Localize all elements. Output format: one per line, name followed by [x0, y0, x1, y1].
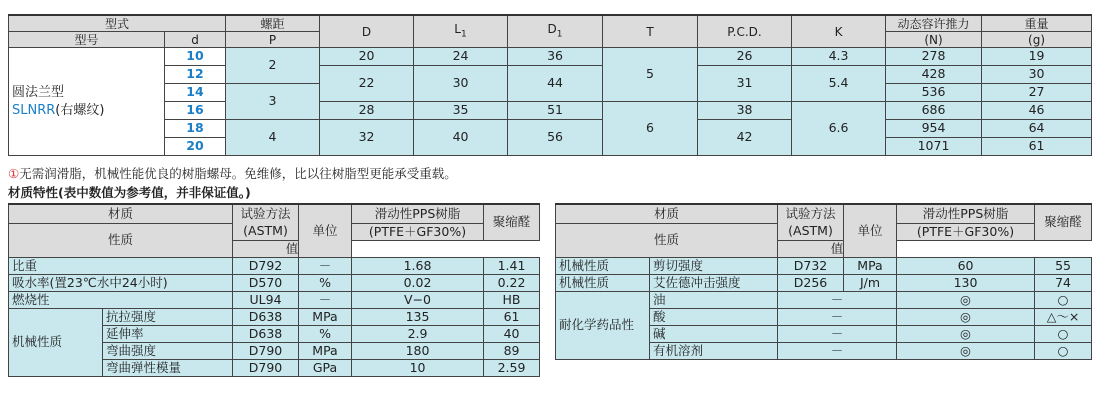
test-method: UL94	[233, 292, 299, 309]
pps-value: V−0	[352, 292, 484, 309]
prop-label: 延伸率	[103, 326, 233, 343]
pps-value: 0.02	[352, 275, 484, 292]
mech-category: 机械性质	[556, 258, 650, 275]
pps-value: ◎	[897, 326, 1035, 343]
d-value: 16	[165, 102, 226, 120]
header-pps-sub: (PTFE＋GF30%)	[897, 224, 1035, 241]
unit: J/m	[844, 275, 897, 292]
weight-value: 64	[982, 120, 1092, 138]
test-method: D638	[233, 309, 299, 326]
pitch-value: 2	[226, 48, 320, 84]
D1-value: 44	[508, 66, 603, 102]
unit: MPa	[299, 309, 352, 326]
header-model-type: 型式	[9, 15, 226, 32]
pom-value: 55	[1035, 258, 1092, 275]
prop-label: 弯曲强度	[103, 343, 233, 360]
pps-value: 130	[897, 275, 1035, 292]
L1-value: 35	[414, 102, 508, 120]
mech-category: 机械性质	[556, 275, 650, 292]
test-method: D792	[233, 258, 299, 275]
prop-label: 抗拉强度	[103, 309, 233, 326]
pom-value: HB	[484, 292, 540, 309]
T-value: 5	[603, 48, 698, 102]
header-weight-unit: (g)	[982, 32, 1092, 48]
header-pitch-sym: P	[226, 32, 320, 48]
weight-value: 46	[982, 102, 1092, 120]
chem-prop-label: 酸	[650, 309, 778, 326]
header-pps: 滑动性PPS树脂	[897, 204, 1035, 224]
unit: －	[299, 258, 352, 275]
unit: %	[299, 275, 352, 292]
chem-dash: －	[778, 343, 897, 360]
D-value: 28	[320, 102, 414, 120]
prop-label: 燃烧性	[9, 292, 233, 309]
weight-value: 61	[982, 138, 1092, 156]
prop-label: 吸水率(置23℃水中24小时)	[9, 275, 233, 292]
mech-category: 机械性质	[9, 309, 103, 377]
pom-value: 74	[1035, 275, 1092, 292]
pps-value: 60	[897, 258, 1035, 275]
pom-value: ○	[1035, 326, 1092, 343]
header-unit: 单位	[844, 204, 897, 258]
test-method: D732	[778, 258, 844, 275]
thrust-value: 536	[886, 84, 982, 102]
model-thread-text: (右螺纹)	[55, 102, 105, 118]
test-method: D256	[778, 275, 844, 292]
header-D: D	[320, 15, 414, 48]
D-value: 32	[320, 120, 414, 156]
K-value: 6.6	[792, 102, 886, 156]
chem-category: 耐化学药品性	[556, 292, 650, 360]
pom-value: 40	[484, 326, 540, 343]
note-mark: ①	[8, 166, 20, 181]
d-value: 18	[165, 120, 226, 138]
header-pom: 聚缩醛	[484, 204, 540, 241]
D1-value: 36	[508, 48, 603, 66]
material-table-left	[8, 203, 540, 377]
test-method: D570	[233, 275, 299, 292]
pps-value: 1.68	[352, 258, 484, 275]
header-pitch: 螺距	[226, 15, 320, 32]
thrust-value: 1071	[886, 138, 982, 156]
unit: MPa	[299, 343, 352, 360]
d-value: 20	[165, 138, 226, 156]
pps-value: 10	[352, 360, 484, 377]
header-property: 性质	[556, 224, 778, 258]
pcd-value: 42	[698, 120, 792, 156]
chem-dash: －	[778, 309, 897, 326]
thrust-value: 278	[886, 48, 982, 66]
thrust-value: 686	[886, 102, 982, 120]
header-test-method: 试验方法 (ASTM)	[778, 204, 844, 241]
pps-value: 2.9	[352, 326, 484, 343]
model-code-line	[12, 102, 164, 120]
d-value: 12	[165, 66, 226, 84]
model-type-text: 圆法兰型	[12, 84, 65, 100]
model-code: SLNRR	[12, 102, 56, 118]
pcd-value: 26	[698, 48, 792, 66]
chem-dash: －	[778, 326, 897, 343]
header-pps: 滑动性PPS树脂	[352, 204, 484, 224]
header-material: 材质	[556, 204, 778, 224]
D-value: 20	[320, 48, 414, 66]
header-K: K	[792, 15, 886, 48]
pom-value: 0.22	[484, 275, 540, 292]
header-pps-sub: (PTFE＋GF30%)	[352, 224, 484, 241]
chem-prop-label: 碱	[650, 326, 778, 343]
header-value: 值	[233, 241, 352, 258]
L1-value: 24	[414, 48, 508, 66]
d-value: 10	[165, 48, 226, 66]
pitch-value: 4	[226, 120, 320, 156]
chem-dash: －	[778, 292, 897, 309]
header-thrust-unit: (N)	[886, 32, 982, 48]
D1-value: 56	[508, 120, 603, 156]
pom-value: 2.59	[484, 360, 540, 377]
header-d: d	[165, 32, 226, 48]
spec-table	[8, 14, 1092, 156]
unit: GPa	[299, 360, 352, 377]
K-value: 4.3	[792, 48, 886, 66]
unit: －	[299, 292, 352, 309]
thrust-value: 954	[886, 120, 982, 138]
pps-value: 135	[352, 309, 484, 326]
pps-value: ◎	[897, 309, 1035, 326]
prop-label: 比重	[9, 258, 233, 275]
L1-value: 40	[414, 120, 508, 156]
header-material: 材质	[9, 204, 233, 224]
test-method: D790	[233, 360, 299, 377]
pom-value: 61	[484, 309, 540, 326]
prop-label: 剪切强度	[650, 258, 778, 275]
L1-value: 30	[414, 66, 508, 102]
header-value: 值	[778, 241, 897, 258]
thrust-value: 428	[886, 66, 982, 84]
T-value: 6	[603, 102, 698, 156]
note-text: 无需润滑脂，机械性能优良的树脂螺母。免维修，比以往树脂型更能承受重载。	[19, 166, 457, 181]
pcd-value: 38	[698, 102, 792, 120]
unit: %	[299, 326, 352, 343]
pps-value: 180	[352, 343, 484, 360]
header-weight: 重量	[982, 15, 1092, 32]
model-cell	[9, 48, 165, 156]
weight-value: 30	[982, 66, 1092, 84]
header-pcd: P.C.D.	[698, 15, 792, 48]
header-test-method: 试验方法 (ASTM)	[233, 204, 299, 241]
material-table-right	[555, 203, 1092, 360]
header-property: 性质	[9, 224, 233, 258]
header-unit: 单位	[299, 204, 352, 258]
header-D1: $D_1$	[508, 15, 603, 48]
D-value: 22	[320, 66, 414, 102]
unit: MPa	[844, 258, 897, 275]
test-method: D790	[233, 343, 299, 360]
header-model-no: 型号	[9, 32, 165, 48]
pcd-value: 31	[698, 66, 792, 102]
header-L1: $L_1$	[414, 15, 508, 48]
chem-prop-label: 油	[650, 292, 778, 309]
lubrication-note	[8, 164, 457, 182]
weight-value: 19	[982, 48, 1092, 66]
header-T: T	[603, 15, 698, 48]
pom-value: ○	[1035, 292, 1092, 309]
prop-label: 弯曲弹性模量	[103, 360, 233, 377]
header-pom: 聚缩醛	[1035, 204, 1092, 241]
weight-value: 27	[982, 84, 1092, 102]
d-value: 14	[165, 84, 226, 102]
K-value: 5.4	[792, 66, 886, 102]
pom-value: △～×	[1035, 309, 1092, 326]
header-thrust: 动态容许推力	[886, 15, 982, 32]
pom-value: ○	[1035, 343, 1092, 360]
chem-prop-label: 有机溶剂	[650, 343, 778, 360]
pom-value: 1.41	[484, 258, 540, 275]
pitch-value: 3	[226, 84, 320, 120]
pps-value: ◎	[897, 343, 1035, 360]
pom-value: 89	[484, 343, 540, 360]
pps-value: ◎	[897, 292, 1035, 309]
prop-label: 艾佐德冲击强度	[650, 275, 778, 292]
D1-value: 51	[508, 102, 603, 120]
test-method: D638	[233, 326, 299, 343]
material-title: 材质特性(表中数值为参考值，并非保证值。)	[8, 185, 251, 200]
